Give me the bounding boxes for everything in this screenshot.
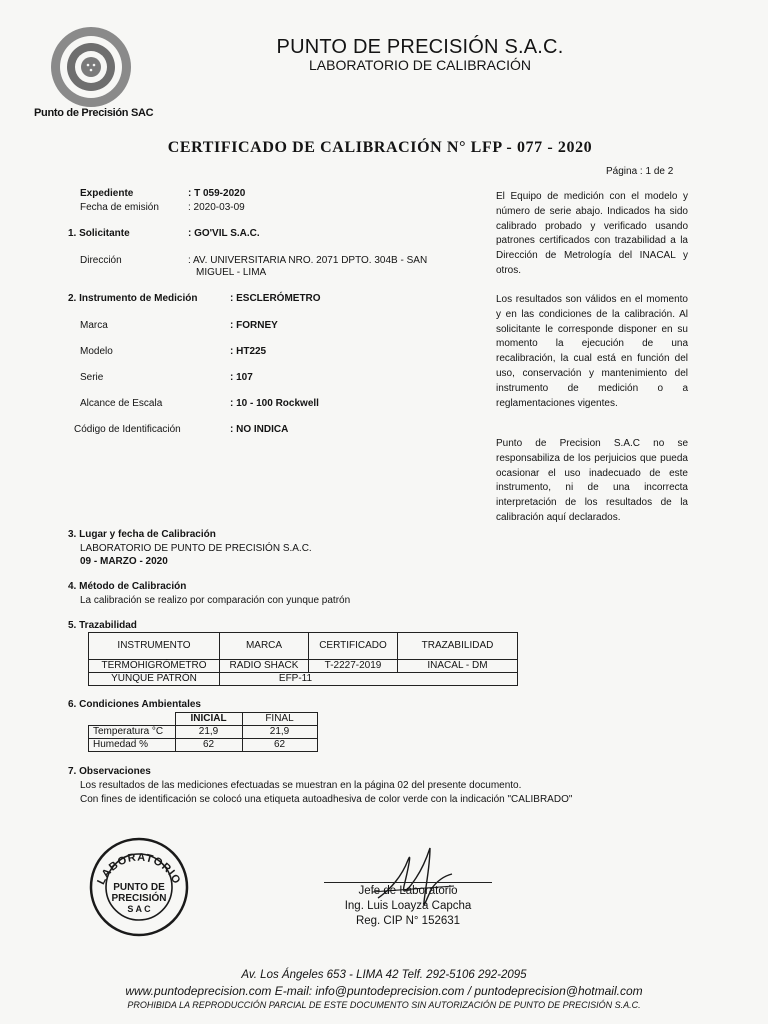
expediente-label: Expediente bbox=[80, 188, 134, 199]
laboratory-stamp-icon bbox=[84, 830, 194, 940]
table-header-row bbox=[89, 633, 518, 660]
table-cell: TERMOHIGRÓMETRO bbox=[89, 660, 220, 673]
trazabilidad-title: 5. Trazabilidad bbox=[68, 620, 137, 631]
laboratory-subtitle: LABORATORIO DE CALIBRACIÓN bbox=[309, 57, 531, 73]
direccion-value-line2: MIGUEL - LIMA bbox=[196, 267, 267, 278]
expediente-value: : T 059-2020 bbox=[188, 188, 246, 199]
table-cell: 62 bbox=[175, 739, 242, 752]
footer-disclaimer: PROHIBIDA LA REPRODUCCIÓN PARCIAL DE ESTE DOCUMENTO SIN AUTORIZACIÓN DE PUNTO DE PRECISIÓN S.A.C. bbox=[127, 1000, 641, 1010]
direccion-label: Dirección bbox=[80, 255, 122, 266]
table-cell: INACAL - DM bbox=[398, 660, 518, 673]
observaciones-line-2: Con fines de identificación se colocó una etiqueta autoadhesiva de color verde con la indicación "CALIBRADO" bbox=[80, 794, 573, 805]
table-cell: 62 bbox=[242, 739, 317, 752]
validity-paragraph-1: El Equipo de medición con el modelo y número de serie abajo. Indicados ha sido calibrado probado y verificado usando patrones certificados con trazabilidad a la Dirección de Metrología del INACAL y otros. bbox=[496, 191, 688, 276]
table-cell: 21,9 bbox=[175, 726, 242, 739]
table-header-row bbox=[89, 713, 318, 726]
metodo-title: 4. Método de Calibración bbox=[68, 581, 187, 592]
observaciones-title: 7. Observaciones bbox=[68, 766, 151, 777]
fecha-emision-value: : 2020-03-09 bbox=[188, 202, 245, 213]
signature-registration: Reg. CIP N° 152631 bbox=[355, 915, 461, 927]
company-logo-icon bbox=[50, 26, 132, 108]
table-cell: 21,9 bbox=[242, 726, 317, 739]
condiciones-title: 6. Condiciones Ambientales bbox=[68, 699, 201, 710]
footer-contact: www.puntodeprecision.com E-mail: info@puntodeprecision.com / puntodeprecision@hotmail.com bbox=[125, 984, 643, 998]
fecha-emision-label: Fecha de emisión bbox=[80, 202, 159, 213]
company-name: PUNTO DE PRECISIÓN S.A.C. bbox=[276, 36, 564, 58]
validity-paragraph-2: Los resultados son válidos en el momento y en las condiciones de la calibración. Al solicitante le corresponde disponer en su momento la ejecución de una recalibración, la cual está en función del uso, conservación y mantenimiento del instrumento de medición o a reglamentaciones vigentes. bbox=[496, 294, 688, 409]
serie-label: Serie bbox=[80, 372, 104, 383]
table-cell: Temperatura °C bbox=[89, 726, 176, 739]
table-header-cell: FINAL bbox=[242, 713, 317, 726]
table-header-cell: CERTIFICADO bbox=[309, 633, 398, 660]
footer-address: Av. Los Ángeles 653 - LIMA 42 Telf. 292-5106 292-2095 bbox=[241, 969, 527, 981]
table-header-cell: MARCA bbox=[220, 633, 309, 660]
page-number: Página : 1 de 2 bbox=[606, 166, 674, 177]
solicitante-value: : GO'VIL S.A.C. bbox=[188, 228, 260, 239]
table-header-cell: INICIAL bbox=[175, 713, 242, 726]
serie-value: : 107 bbox=[230, 372, 253, 383]
table-empty-cell bbox=[89, 713, 176, 726]
stamp-line-3: S A C bbox=[127, 904, 151, 914]
certificate-title: CERTIFICADO DE CALIBRACIÓN N° LFP - 077 - 2020 bbox=[167, 139, 593, 156]
condiciones-table bbox=[88, 712, 318, 752]
alcance-value: : 10 - 100 Rockwell bbox=[230, 398, 319, 409]
instrumento-value: : ESCLERÓMETRO bbox=[230, 293, 321, 304]
validity-paragraph-3: Punto de Precision S.A.C no se responsabiliza de los perjuicios que pueda ocasionar el uso inadecuado de este instrumento, ni de una incorrecta interpretación de los resultados de la calibración aquí declarados. bbox=[496, 438, 688, 523]
direccion-value: : AV. UNIVERSITARIA NRO. 2071 DPTO. 304B - SAN bbox=[188, 255, 428, 266]
metodo-text: La calibración se realizo por comparación con yunque patrón bbox=[80, 595, 351, 606]
stamp-line-2: PRECISIÓN bbox=[111, 893, 167, 904]
modelo-label: Modelo bbox=[80, 346, 113, 357]
marca-value: : FORNEY bbox=[230, 320, 278, 331]
signature-name: Ing. Luis Loayza Capcha bbox=[344, 900, 472, 912]
table-row bbox=[89, 673, 518, 686]
table-header-cell: TRAZABILIDAD bbox=[398, 633, 518, 660]
lugar-line-1: LABORATORIO DE PUNTO DE PRECISIÓN S.A.C. bbox=[80, 543, 312, 554]
table-row bbox=[89, 660, 518, 673]
table-cell: Humedad % bbox=[89, 739, 176, 752]
solicitante-label: 1. Solicitante bbox=[68, 228, 130, 239]
table-cell: EFP-11 bbox=[220, 673, 518, 686]
lugar-date: 09 - MARZO - 2020 bbox=[80, 556, 168, 567]
signature-line bbox=[324, 882, 492, 883]
trazabilidad-table bbox=[88, 632, 518, 686]
signature-role: Jefe de Laboratorio bbox=[358, 885, 458, 897]
modelo-value: : HT225 bbox=[230, 346, 267, 357]
stamp-ring-text: LABORATORIO bbox=[95, 851, 183, 887]
table-header-cell: INSTRUMENTO bbox=[89, 633, 220, 660]
table-row bbox=[89, 739, 318, 752]
lugar-title: 3. Lugar y fecha de Calibración bbox=[68, 529, 216, 540]
observaciones-line-1: Los resultados de las mediciones efectuadas se muestran en la página 02 del presente documento. bbox=[80, 780, 522, 791]
table-cell: T-2227-2019 bbox=[309, 660, 398, 673]
codigo-value: : NO INDICA bbox=[230, 424, 289, 435]
codigo-label: Código de Identificación bbox=[74, 424, 181, 435]
alcance-label: Alcance de Escala bbox=[80, 398, 163, 409]
instrumento-label: 2. Instrumento de Medición bbox=[68, 293, 198, 304]
table-cell: RADIO SHACK bbox=[220, 660, 309, 673]
logo-label: Punto de Precisión SAC bbox=[34, 107, 154, 119]
marca-label: Marca bbox=[80, 320, 108, 331]
table-cell: YUNQUE PATRÓN bbox=[89, 673, 220, 686]
stamp-line-1: PUNTO DE bbox=[113, 882, 165, 893]
table-row bbox=[89, 726, 318, 739]
